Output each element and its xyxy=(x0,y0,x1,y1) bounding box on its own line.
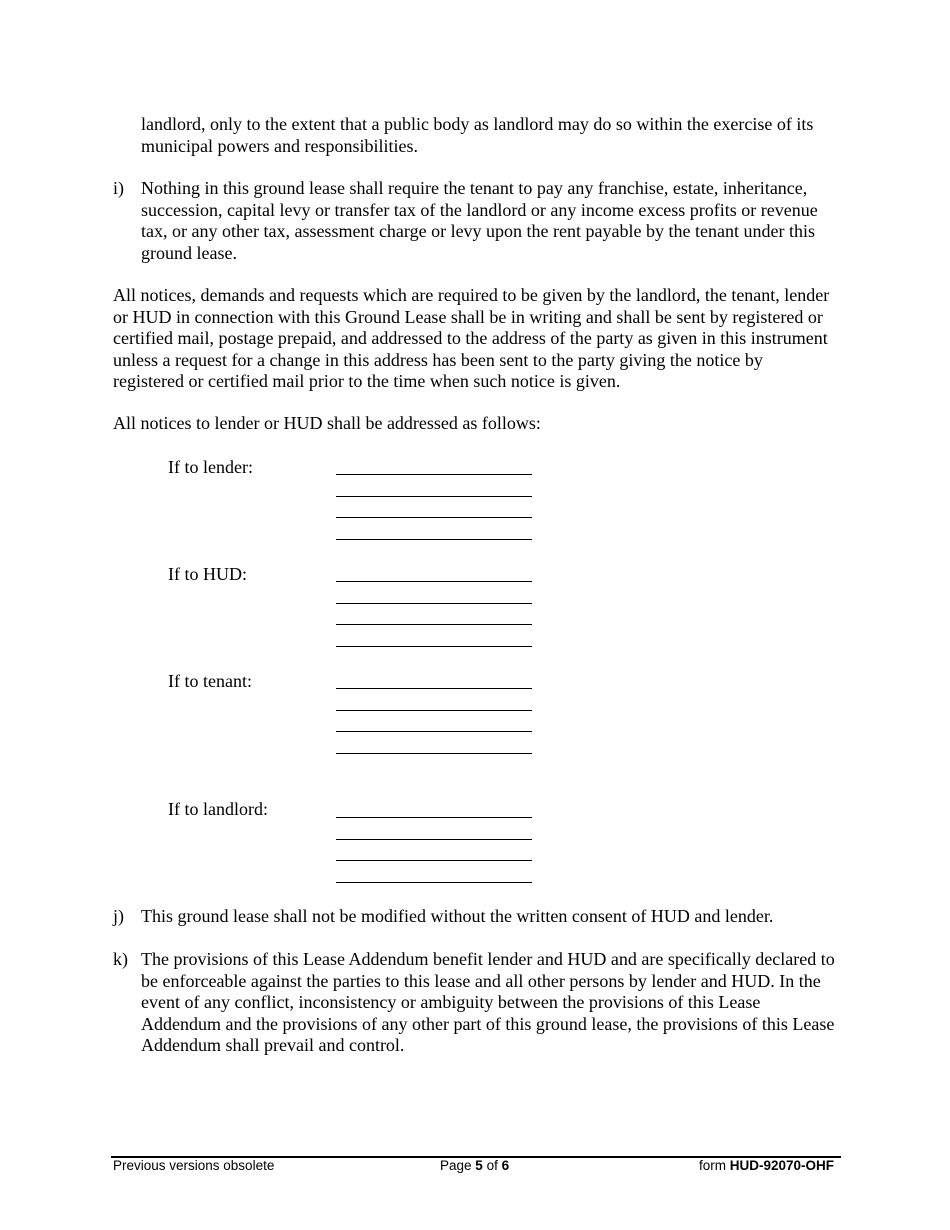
tenant-address-line[interactable] xyxy=(336,688,532,689)
continuation-paragraph: landlord, only to the extent that a public body as landlord may do so within the exercise of its municipal powers and responsibilities. xyxy=(141,114,814,156)
notices-intro: All notices to lender or HUD shall be addressed as follows: xyxy=(113,413,541,433)
hud-address-line[interactable] xyxy=(336,624,532,625)
hud-address-line[interactable] xyxy=(336,581,532,582)
clause-i-text: Nothing in this ground lease shall require the tenant to pay any franchise, estate, inheritance, succession, capital levy or transfer tax of the landlord or any income excess profits or revenue tax, or any other tax, assessment charge or levy upon the rent payable by the tenant under this ground lease. xyxy=(141,178,818,263)
page-prefix: Page xyxy=(440,1158,472,1173)
address-label-landlord: If to landlord: xyxy=(168,799,268,819)
clause-k-marker: k) xyxy=(113,949,128,969)
lender-address-line[interactable] xyxy=(336,517,532,518)
address-label-lender: If to lender: xyxy=(168,457,253,477)
landlord-address-line[interactable] xyxy=(336,839,532,840)
clause-k-text: The provisions of this Lease Addendum benefit lender and HUD and are specifically declared to be enforceable against the parties to this lease and all other persons by lender and HUD. In the event of any conflict, inconsistency or ambiguity between the provisions of this Lease Addendum and the provisions of any other part of this ground lease, the provisions of this Lease Addendum shall prevail and control. xyxy=(141,949,835,1055)
clause-j-text: This ground lease shall not be modified without the written consent of HUD and lender. xyxy=(141,906,774,926)
form-number: HUD-92070-OHF xyxy=(729,1158,835,1173)
tenant-address-line[interactable] xyxy=(336,731,532,732)
clause-i-marker: i) xyxy=(113,178,124,198)
lender-address-line[interactable] xyxy=(336,496,532,497)
landlord-address-line[interactable] xyxy=(336,860,532,861)
page-total: 6 xyxy=(501,1158,510,1173)
address-label-tenant: If to tenant: xyxy=(168,671,252,691)
form-prefix: form xyxy=(699,1158,726,1173)
landlord-address-line[interactable] xyxy=(336,882,532,883)
landlord-address-line[interactable] xyxy=(336,817,532,818)
hud-address-line[interactable] xyxy=(336,603,532,604)
tenant-address-line[interactable] xyxy=(336,710,532,711)
lender-address-line[interactable] xyxy=(336,539,532,540)
notices-paragraph: All notices, demands and requests which are required to be given by the landlord, the tenant, lender or HUD in connection with this Ground Lease shall be in writing and shall be sent by registered or certified mail, postage prepaid, and addressed to the address of the party as given in this instrument unless a request for a change in this address has been sent to the party giving the notice by registered or certified mail prior to the time when such notice is given. xyxy=(113,285,830,391)
footer-obsolete-note: Previous versions obsolete xyxy=(113,1158,275,1173)
footer-page-number xyxy=(440,1158,509,1174)
footer-form-number xyxy=(699,1158,834,1174)
lender-address-line[interactable] xyxy=(336,474,532,475)
address-label-hud: If to HUD: xyxy=(168,564,247,584)
hud-address-line[interactable] xyxy=(336,646,532,647)
page-current: 5 xyxy=(475,1158,483,1173)
clause-j-marker: j) xyxy=(113,906,124,926)
page-of: of xyxy=(486,1158,498,1173)
tenant-address-line[interactable] xyxy=(336,753,532,754)
